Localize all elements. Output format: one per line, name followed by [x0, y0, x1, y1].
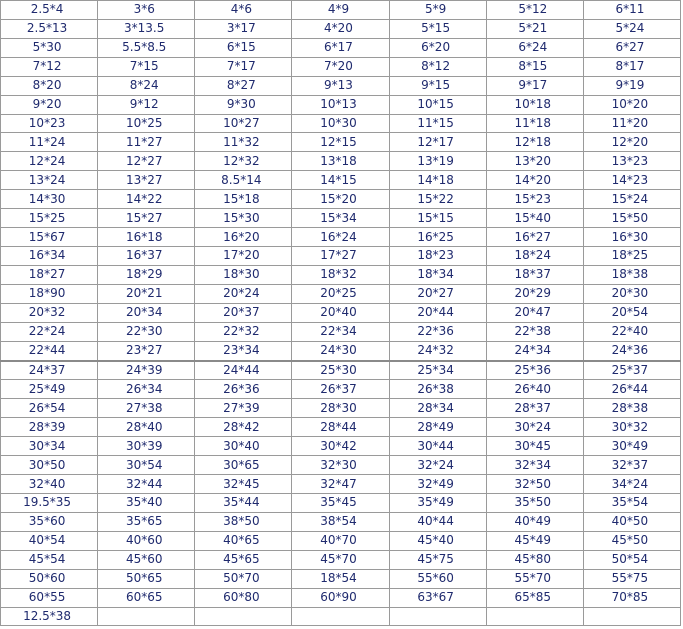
size-cell: 20*40: [292, 303, 389, 322]
size-cell: 18*90: [1, 284, 98, 303]
table-row: [1, 209, 681, 228]
table-row: [1, 1, 681, 20]
size-cell: 28*42: [195, 418, 292, 437]
size-cell: 14*23: [583, 171, 680, 190]
size-cell: 22*30: [98, 322, 195, 341]
size-cell: 18*30: [195, 265, 292, 284]
size-cell: 30*40: [195, 437, 292, 456]
table-row: [1, 531, 681, 550]
size-cell: 9*30: [195, 95, 292, 114]
size-cell: 23*34: [195, 341, 292, 360]
size-cell: 12*18: [486, 133, 583, 152]
size-cell: 38*54: [292, 512, 389, 531]
size-cell: 32*49: [389, 475, 486, 494]
size-cell: 30*49: [583, 437, 680, 456]
size-cell: 16*18: [98, 228, 195, 247]
size-cell: 35*49: [389, 493, 486, 512]
table-row: [1, 19, 681, 38]
size-cell: 15*40: [486, 209, 583, 228]
size-cell: 22*40: [583, 322, 680, 341]
size-cell: 15*20: [292, 190, 389, 209]
size-cell: 27*39: [195, 399, 292, 418]
size-cell: 32*45: [195, 475, 292, 494]
size-cell: 24*37: [1, 361, 98, 380]
size-cell: 28*38: [583, 399, 680, 418]
size-cell: 45*80: [486, 550, 583, 569]
table-row: [1, 246, 681, 265]
size-cell: 30*39: [98, 437, 195, 456]
size-cell: 45*50: [583, 531, 680, 550]
size-cell: 25*30: [292, 361, 389, 380]
table-row: [1, 95, 681, 114]
size-cell: 40*60: [98, 531, 195, 550]
size-cell: 70*85: [583, 588, 680, 607]
size-cell: 18*32: [292, 265, 389, 284]
size-cell: 4*20: [292, 19, 389, 38]
table-row: [1, 550, 681, 569]
table-row: [1, 114, 681, 133]
size-cell: 30*50: [1, 456, 98, 475]
table-row: [1, 228, 681, 247]
size-cell: 27*38: [98, 399, 195, 418]
size-cell: 40*65: [195, 531, 292, 550]
size-cell: 22*34: [292, 322, 389, 341]
size-cell: 55*60: [389, 569, 486, 588]
size-cell: [98, 607, 195, 626]
size-cell: 34*24: [583, 475, 680, 494]
size-cell: 26*54: [1, 399, 98, 418]
size-cell: 10*13: [292, 95, 389, 114]
size-cell: 5*9: [389, 1, 486, 20]
table-row: [1, 171, 681, 190]
size-cell: 5*24: [583, 19, 680, 38]
table-row: [1, 284, 681, 303]
size-cell: 24*39: [98, 361, 195, 380]
table-row: [1, 380, 681, 399]
size-cell: 17*27: [292, 246, 389, 265]
size-cell: 24*34: [486, 341, 583, 360]
size-cell: 13*19: [389, 152, 486, 171]
size-cell: 20*25: [292, 284, 389, 303]
size-cell: 5*12: [486, 1, 583, 20]
size-cell: 15*24: [583, 190, 680, 209]
table-row: [1, 418, 681, 437]
size-cell: [292, 607, 389, 626]
size-cell: 24*44: [195, 361, 292, 380]
size-cell: 22*38: [486, 322, 583, 341]
size-cell: 15*15: [389, 209, 486, 228]
size-cell: 28*39: [1, 418, 98, 437]
size-cell: 32*30: [292, 456, 389, 475]
size-cell: 30*24: [486, 418, 583, 437]
size-cell: 30*44: [389, 437, 486, 456]
size-cell: 7*20: [292, 57, 389, 76]
size-cell: 20*21: [98, 284, 195, 303]
size-cell: 9*13: [292, 76, 389, 95]
table-row: [1, 322, 681, 341]
size-cell: 16*24: [292, 228, 389, 247]
size-cell: 35*65: [98, 512, 195, 531]
size-cell: 24*30: [292, 341, 389, 360]
size-cell: 22*36: [389, 322, 486, 341]
size-cell: 18*29: [98, 265, 195, 284]
size-cell: 45*60: [98, 550, 195, 569]
table-row: [1, 341, 681, 360]
size-cell: 13*18: [292, 152, 389, 171]
size-cell: 5.5*8.5: [98, 38, 195, 57]
size-cell: 10*20: [583, 95, 680, 114]
size-cell: 25*37: [583, 361, 680, 380]
size-cell: 11*27: [98, 133, 195, 152]
size-cell: 10*30: [292, 114, 389, 133]
table-row: [1, 493, 681, 512]
size-cell: 26*44: [583, 380, 680, 399]
table-row: [1, 512, 681, 531]
size-cell: 28*34: [389, 399, 486, 418]
table-row: [1, 607, 681, 626]
size-cell: 15*22: [389, 190, 486, 209]
size-cell: 28*37: [486, 399, 583, 418]
size-cell: 15*23: [486, 190, 583, 209]
size-cell: 40*50: [583, 512, 680, 531]
table-row: [1, 76, 681, 95]
size-cell: 9*15: [389, 76, 486, 95]
size-cell: 5*21: [486, 19, 583, 38]
size-cell: 30*42: [292, 437, 389, 456]
size-cell: 4*9: [292, 1, 389, 20]
size-cell: 6*17: [292, 38, 389, 57]
size-cell: 10*23: [1, 114, 98, 133]
table-row: [1, 133, 681, 152]
size-cell: 15*18: [195, 190, 292, 209]
size-cell: 6*11: [583, 1, 680, 20]
size-cell: 23*27: [98, 341, 195, 360]
size-cell: 40*54: [1, 531, 98, 550]
size-cell: 16*27: [486, 228, 583, 247]
size-cell: 20*24: [195, 284, 292, 303]
size-cell: 3*13.5: [98, 19, 195, 38]
size-cell: 50*54: [583, 550, 680, 569]
size-cell: 6*24: [486, 38, 583, 57]
size-cell: 45*40: [389, 531, 486, 550]
size-cell: 10*18: [486, 95, 583, 114]
size-cell: 35*40: [98, 493, 195, 512]
table-row: [1, 456, 681, 475]
table-row: [1, 38, 681, 57]
size-cell: 45*70: [292, 550, 389, 569]
size-cell: 32*47: [292, 475, 389, 494]
size-cell: 40*49: [486, 512, 583, 531]
table-row: [1, 361, 681, 380]
size-cell: 60*55: [1, 588, 98, 607]
size-cell: 35*45: [292, 493, 389, 512]
size-cell: 28*40: [98, 418, 195, 437]
size-cell: 10*15: [389, 95, 486, 114]
size-cell: 24*36: [583, 341, 680, 360]
size-cell: 35*44: [195, 493, 292, 512]
size-cell: 28*49: [389, 418, 486, 437]
size-cell: 15*25: [1, 209, 98, 228]
size-cell: 45*75: [389, 550, 486, 569]
size-cell: 16*34: [1, 246, 98, 265]
table-row: [1, 588, 681, 607]
size-cell: 8*12: [389, 57, 486, 76]
size-cell: 2.5*13: [1, 19, 98, 38]
table-row: [1, 475, 681, 494]
size-cell: 20*34: [98, 303, 195, 322]
table-row: [1, 190, 681, 209]
size-cell: 14*15: [292, 171, 389, 190]
size-cell: 60*80: [195, 588, 292, 607]
size-cell: 4*6: [195, 1, 292, 20]
size-cell: 22*24: [1, 322, 98, 341]
size-cell: 35*60: [1, 512, 98, 531]
table-row: [1, 303, 681, 322]
size-cell: [583, 607, 680, 626]
size-table-body: [1, 1, 681, 626]
size-cell: 45*54: [1, 550, 98, 569]
size-cell: 6*27: [583, 38, 680, 57]
size-cell: 15*50: [583, 209, 680, 228]
size-cell: 22*44: [1, 341, 98, 360]
size-cell: 20*44: [389, 303, 486, 322]
size-cell: 18*23: [389, 246, 486, 265]
size-cell: 65*85: [486, 588, 583, 607]
size-cell: 11*18: [486, 114, 583, 133]
size-cell: 12*27: [98, 152, 195, 171]
size-cell: 13*23: [583, 152, 680, 171]
size-cell: 30*54: [98, 456, 195, 475]
size-cell: 18*25: [583, 246, 680, 265]
size-cell: 35*50: [486, 493, 583, 512]
size-cell: 28*30: [292, 399, 389, 418]
size-cell: 3*6: [98, 1, 195, 20]
size-cell: 8*27: [195, 76, 292, 95]
table-row: [1, 57, 681, 76]
size-cell: 25*49: [1, 380, 98, 399]
size-cell: 15*27: [98, 209, 195, 228]
size-cell: 26*36: [195, 380, 292, 399]
size-cell: 5*30: [1, 38, 98, 57]
size-cell: 7*12: [1, 57, 98, 76]
size-cell: 24*32: [389, 341, 486, 360]
size-cell: 32*40: [1, 475, 98, 494]
size-cell: 30*32: [583, 418, 680, 437]
size-cell: 20*27: [389, 284, 486, 303]
size-cell: 25*34: [389, 361, 486, 380]
size-cell: 3*17: [195, 19, 292, 38]
size-cell: 12.5*38: [1, 607, 98, 626]
size-cell: 55*70: [486, 569, 583, 588]
size-cell: 40*70: [292, 531, 389, 550]
size-cell: 22*32: [195, 322, 292, 341]
size-cell: 12*17: [389, 133, 486, 152]
size-cell: 20*29: [486, 284, 583, 303]
size-cell: 32*50: [486, 475, 583, 494]
size-cell: 11*32: [195, 133, 292, 152]
size-cell: 18*34: [389, 265, 486, 284]
size-cell: 15*30: [195, 209, 292, 228]
size-cell: 32*24: [389, 456, 486, 475]
size-cell: 18*38: [583, 265, 680, 284]
size-cell: 6*20: [389, 38, 486, 57]
size-cell: 8*15: [486, 57, 583, 76]
size-cell: 12*15: [292, 133, 389, 152]
size-cell: [486, 607, 583, 626]
size-cell: 14*18: [389, 171, 486, 190]
size-cell: 45*65: [195, 550, 292, 569]
table-row: [1, 399, 681, 418]
size-cell: 16*25: [389, 228, 486, 247]
size-cell: 7*17: [195, 57, 292, 76]
size-cell: 5*15: [389, 19, 486, 38]
size-cell: 19.5*35: [1, 493, 98, 512]
size-cell: 38*50: [195, 512, 292, 531]
size-cell: 28*44: [292, 418, 389, 437]
size-cell: 63*67: [389, 588, 486, 607]
size-cell: 14*30: [1, 190, 98, 209]
size-cell: 40*44: [389, 512, 486, 531]
size-cell: 15*67: [1, 228, 98, 247]
size-cell: 10*25: [98, 114, 195, 133]
size-cell: 50*70: [195, 569, 292, 588]
size-cell: [195, 607, 292, 626]
size-cell: 20*30: [583, 284, 680, 303]
size-cell: 6*15: [195, 38, 292, 57]
size-cell: 45*49: [486, 531, 583, 550]
size-cell: 13*27: [98, 171, 195, 190]
size-cell: 26*34: [98, 380, 195, 399]
size-cell: 60*65: [98, 588, 195, 607]
size-cell: 8*24: [98, 76, 195, 95]
table-row: [1, 265, 681, 284]
size-cell: 11*15: [389, 114, 486, 133]
size-cell: 30*34: [1, 437, 98, 456]
size-cell: 12*32: [195, 152, 292, 171]
size-cell: 18*24: [486, 246, 583, 265]
size-cell: 18*37: [486, 265, 583, 284]
size-cell: 20*47: [486, 303, 583, 322]
size-cell: 50*65: [98, 569, 195, 588]
size-cell: 8*17: [583, 57, 680, 76]
size-cell: 16*20: [195, 228, 292, 247]
size-cell: 11*20: [583, 114, 680, 133]
size-cell: 14*22: [98, 190, 195, 209]
size-cell: 2.5*4: [1, 1, 98, 20]
size-cell: 25*36: [486, 361, 583, 380]
size-cell: 30*45: [486, 437, 583, 456]
size-cell: 14*20: [486, 171, 583, 190]
size-cell: 55*75: [583, 569, 680, 588]
size-cell: 18*54: [292, 569, 389, 588]
size-cell: 35*54: [583, 493, 680, 512]
size-cell: 26*37: [292, 380, 389, 399]
size-cell: 50*60: [1, 569, 98, 588]
size-cell: 12*20: [583, 133, 680, 152]
size-cell: [389, 607, 486, 626]
size-cell: 20*54: [583, 303, 680, 322]
size-cell: 32*37: [583, 456, 680, 475]
size-cell: 32*34: [486, 456, 583, 475]
table-row: [1, 152, 681, 171]
size-cell: 17*20: [195, 246, 292, 265]
size-cell: 9*20: [1, 95, 98, 114]
size-cell: 9*19: [583, 76, 680, 95]
size-cell: 8.5*14: [195, 171, 292, 190]
size-cell: 26*38: [389, 380, 486, 399]
size-cell: 7*15: [98, 57, 195, 76]
size-cell: 60*90: [292, 588, 389, 607]
size-cell: 26*40: [486, 380, 583, 399]
table-row: [1, 437, 681, 456]
size-cell: 20*37: [195, 303, 292, 322]
size-cell: 16*37: [98, 246, 195, 265]
size-cell: 10*27: [195, 114, 292, 133]
size-cell: 20*32: [1, 303, 98, 322]
size-cell: 30*65: [195, 456, 292, 475]
size-cell: 13*24: [1, 171, 98, 190]
size-cell: 9*12: [98, 95, 195, 114]
size-cell: 18*27: [1, 265, 98, 284]
size-cell: 11*24: [1, 133, 98, 152]
size-cell: 15*34: [292, 209, 389, 228]
size-cell: 32*44: [98, 475, 195, 494]
size-cell: 16*30: [583, 228, 680, 247]
size-cell: 9*17: [486, 76, 583, 95]
size-cell: 13*20: [486, 152, 583, 171]
size-cell: 8*20: [1, 76, 98, 95]
table-row: [1, 569, 681, 588]
size-cell: 12*24: [1, 152, 98, 171]
